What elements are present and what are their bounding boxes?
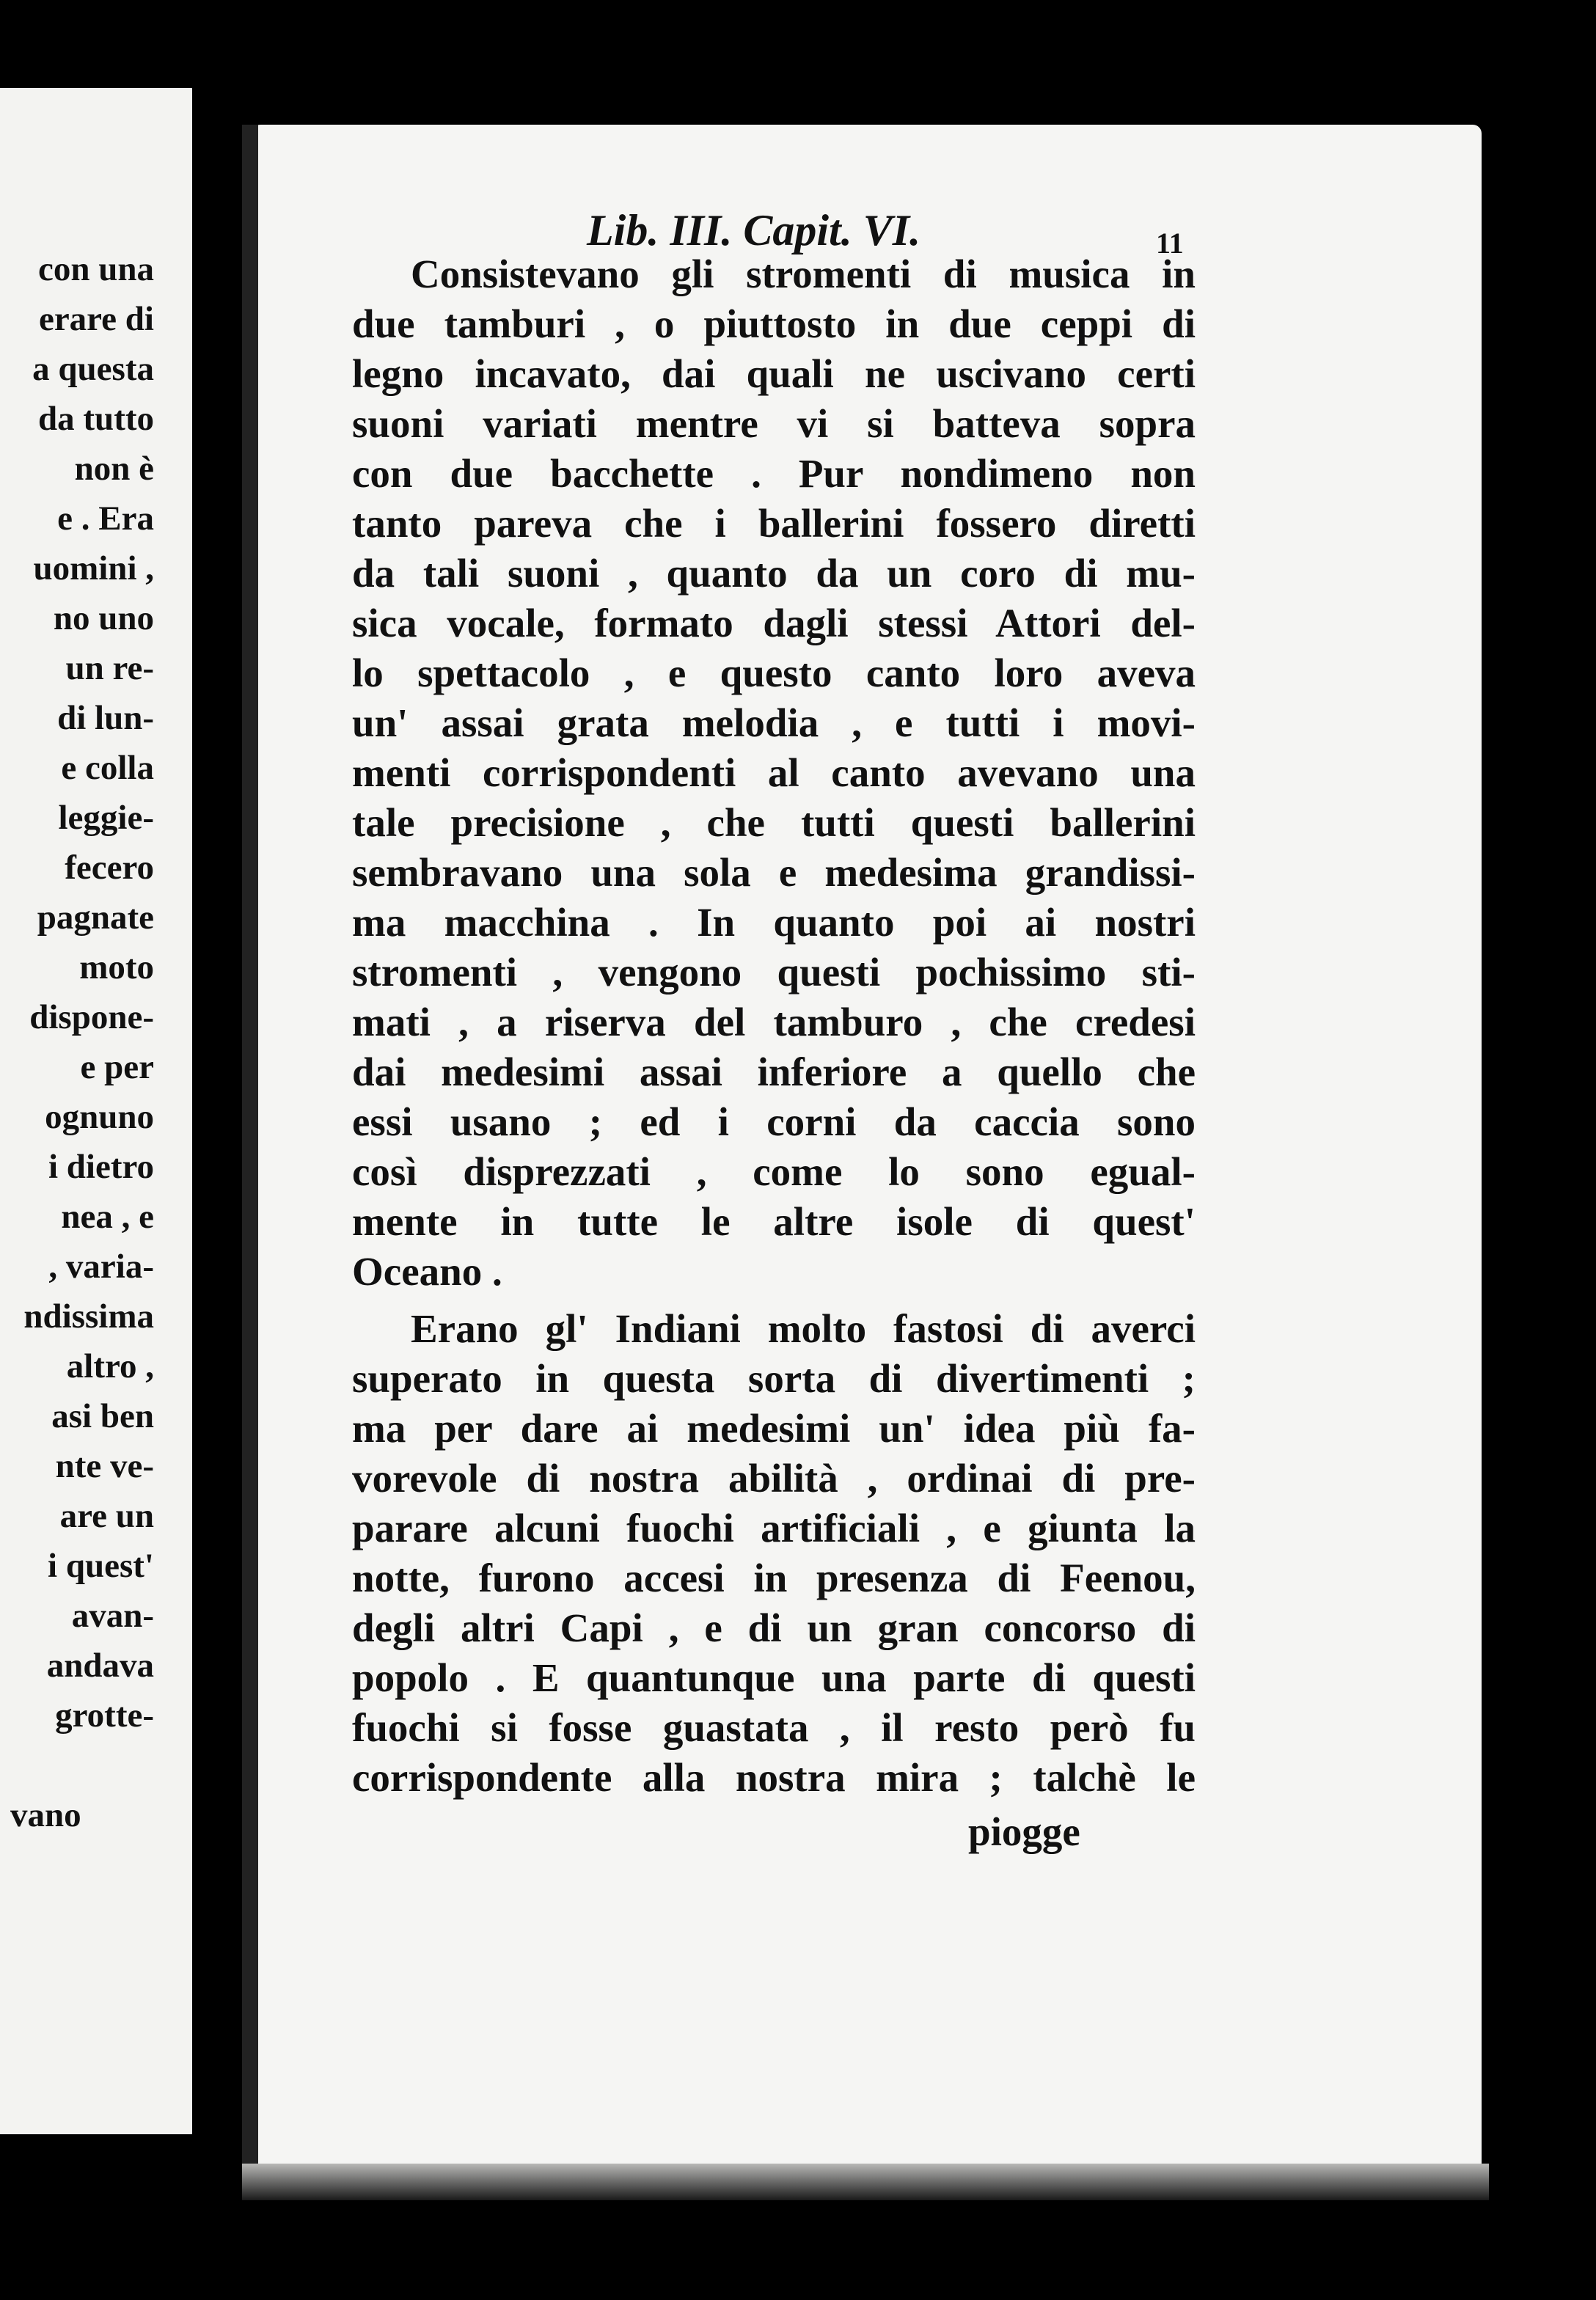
paragraph-1-line: con due bacchette . Pur nondimeno non	[352, 451, 1196, 496]
paragraph-2-line: superato in questa sorta di divertimenti ;	[352, 1356, 1196, 1401]
left-page-line: i dietro	[48, 1148, 154, 1186]
left-page-line: vano	[10, 1796, 81, 1834]
paragraph-2-line: Erano gl' Indiani molto fastosi di averci	[411, 1306, 1196, 1351]
left-page-line: ndissima	[23, 1297, 154, 1336]
paragraph-2-line: notte, furono accesi in presenza di Feenou,	[352, 1556, 1196, 1600]
paragraph-2-line: degli altri Capi , e di un gran concorso di	[352, 1605, 1196, 1650]
left-page-line: e per	[80, 1048, 154, 1086]
paragraph-1-line: un' assai grata melodia , e tutti i movi-	[352, 700, 1196, 745]
left-page-line: no uno	[53, 599, 154, 637]
paragraph-2-line: popolo . E quantunque una parte di questi	[352, 1655, 1196, 1700]
paragraph-1-line: da tali suoni , quanto da un coro di mu-	[352, 551, 1196, 596]
paragraph-1-line: due tamburi , o piuttosto in due ceppi di	[352, 301, 1196, 346]
paragraph-1-line: dai medesimi assai inferiore a quello che	[352, 1050, 1196, 1094]
left-page-line: altro ,	[66, 1347, 154, 1385]
left-page-line: nte ve-	[55, 1447, 154, 1485]
left-page-line: e colla	[61, 749, 154, 787]
left-page-line: non è	[74, 450, 154, 488]
book-gutter	[242, 125, 258, 2200]
left-page-line: di lun-	[57, 699, 154, 737]
paragraph-1-line: così disprezzati , come lo sono egual-	[352, 1149, 1196, 1194]
left-page-line: avan-	[71, 1597, 154, 1635]
left-page-line: asi ben	[51, 1397, 154, 1435]
left-page-line: i quest'	[48, 1547, 154, 1585]
paragraph-1-line: suoni variati mentre vi si batteva sopra	[352, 401, 1196, 446]
paragraph-1-line: sica vocale, formato dagli stessi Attori del-	[352, 601, 1196, 645]
left-page-line: ognuno	[45, 1098, 154, 1136]
left-page-line: are un	[59, 1497, 154, 1535]
page-number: 11	[1156, 227, 1184, 260]
left-page-line: dispone-	[29, 998, 154, 1036]
paragraph-1-line: mati , a riserva del tamburo , che credesi	[352, 1000, 1196, 1044]
left-page-line: moto	[79, 948, 154, 986]
left-page-line: nea , e	[61, 1198, 154, 1236]
paragraph-1-line: sembravano una sola e medesima grandissi-	[352, 850, 1196, 895]
paragraph-1-line: legno incavato, dai quali ne uscivano certi	[352, 351, 1196, 396]
paragraph-1-line: Consistevano gli stromenti di musica in	[411, 252, 1196, 296]
paragraph-1-line: mente in tutte le altre isole di quest'	[352, 1199, 1196, 1244]
page-bottom-edge	[242, 2164, 1489, 2200]
paragraph-1-line: ma macchina . In quanto poi ai nostri	[352, 900, 1196, 945]
paragraph-2-line: fuochi si fosse guastata , il resto però fu	[352, 1705, 1196, 1750]
left-page-line: andava	[46, 1647, 154, 1685]
left-page-line: fecero	[65, 849, 154, 887]
left-page-line: grotte-	[55, 1696, 154, 1735]
left-page-line: pagnate	[37, 898, 154, 937]
left-page-line: con una	[37, 250, 154, 288]
paragraph-1-line: tanto pareva che i ballerini fossero diretti	[352, 501, 1196, 546]
running-head: Lib. III. Capit. VI.	[587, 206, 921, 254]
left-page-line: leggie-	[58, 799, 154, 837]
left-page-line: erare di	[38, 300, 154, 338]
left-page-line: da tutto	[38, 400, 154, 438]
left-page-line: a questa	[32, 350, 154, 388]
paragraph-2-line: ma per dare ai medesimi un' idea più fa-	[352, 1406, 1196, 1451]
paragraph-1-line: menti corrispondenti al canto avevano una	[352, 750, 1196, 795]
left-page-line: un re-	[65, 649, 154, 687]
left-page-fragment	[0, 88, 192, 2134]
paragraph-2-line: parare alcuni fuochi artificiali , e giunta la	[352, 1506, 1196, 1550]
paragraph-2-line: vorevole di nostra abilità , ordinai di pre-	[352, 1456, 1196, 1501]
paragraph-1-line: lo spettacolo , e questo canto loro aveva	[352, 651, 1196, 695]
paragraph-1-line: stromenti , vengono questi pochissimo sti-	[352, 950, 1196, 995]
left-page-line: uomini ,	[33, 549, 154, 587]
left-page-line: e . Era	[57, 499, 154, 538]
paragraph-1-line: Oceano .	[352, 1249, 502, 1294]
left-page-line: , varia-	[48, 1248, 154, 1286]
catchword: piogge	[968, 1809, 1080, 1854]
paragraph-2-line: corrispondente alla nostra mira ; talchè le	[352, 1755, 1196, 1800]
paragraph-1-line: tale precisione , che tutti questi ballerini	[352, 800, 1196, 845]
paragraph-1-line: essi usano ; ed i corni da caccia sono	[352, 1099, 1196, 1144]
